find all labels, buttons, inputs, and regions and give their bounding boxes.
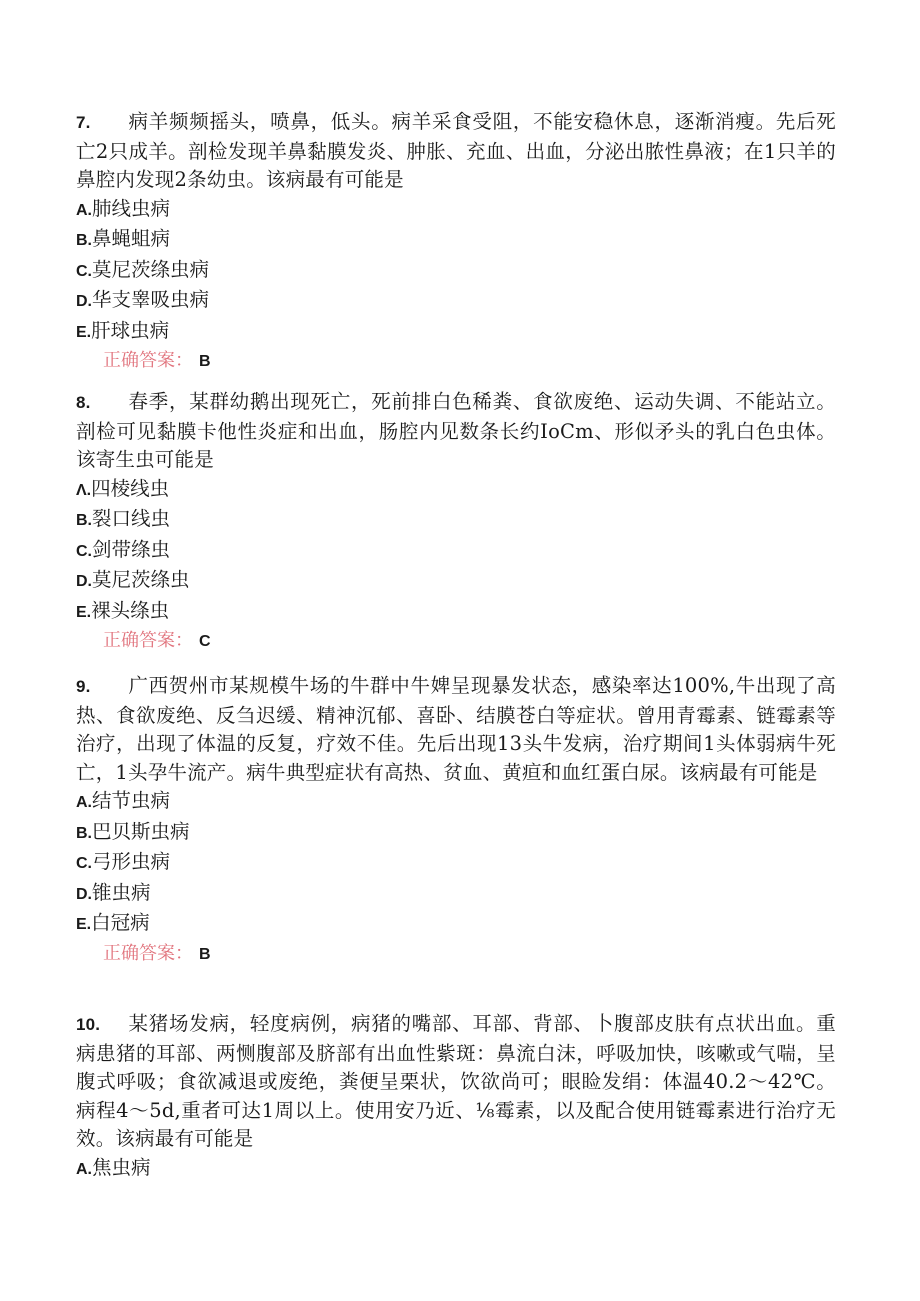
option-c: C.莫尼茨绦虫病 bbox=[76, 257, 210, 281]
answer-label: 正确答案： bbox=[103, 630, 193, 651]
question-text bbox=[76, 388, 836, 475]
question-number: 8. bbox=[76, 393, 91, 412]
answer-value: B bbox=[199, 353, 211, 370]
question-text bbox=[76, 672, 836, 787]
option-a: Λ.四棱线虫 bbox=[76, 476, 170, 500]
answer-value: B bbox=[199, 945, 211, 963]
question-10 bbox=[76, 1010, 836, 1184]
option-a: A.结节虫病 bbox=[76, 789, 171, 812]
option-d: D.莫尼茨绦虫 bbox=[76, 568, 190, 591]
question-body: 某猪场发病，轻度病例，病猪的嘴部、耳部、背部、卜腹部皮肤有点状出血。重病患猪的耳部、两恻腹部及脐部有出血性紫斑：鼻流白沫，呼吸加快，咳嗽或气喘，呈腹式呼吸；食欲减退或废绝，粪便呈栗状，饮欲尚可；眼睑发绢：体温40.2〜42℃。病程4〜5d,重者可达1周以上。使用安乃近、⅛霉素，以及配合使用链霉素进行治疗无效。该病最有可能是 bbox=[76, 1012, 836, 1150]
question-number: 9. bbox=[76, 677, 91, 696]
option-e: E.白冠病 bbox=[76, 911, 150, 934]
answer-label: 正确答案： bbox=[103, 942, 193, 964]
correct-answer bbox=[103, 940, 836, 970]
answer-value: C bbox=[199, 633, 211, 650]
option-a: A.肺线虫病 bbox=[76, 196, 171, 220]
option-d: D.华支睾吸虫病 bbox=[76, 288, 210, 311]
option-c: C.剑带绦虫 bbox=[76, 537, 171, 561]
correct-answer bbox=[103, 347, 836, 377]
question-body: 病羊频频摇头，喷鼻，低头。病羊采食受阻，不能安稳休息，逐渐消瘦。先后死亡2只成羊。剖检发现羊鼻黏膜发炎、肿胀、充血、出血，分泌出脓性鼻液；在1只羊的鼻腔内发现2条幼虫。该病最有可能是 bbox=[76, 110, 836, 191]
correct-answer bbox=[103, 627, 836, 657]
question-number: 10. bbox=[76, 1015, 101, 1034]
question-number: 7. bbox=[76, 113, 91, 132]
option-e: E.肝球虫病 bbox=[76, 318, 170, 342]
question-9 bbox=[76, 672, 836, 969]
option-d: D.锥虫病 bbox=[76, 880, 151, 904]
option-e: E.裸头绦虫 bbox=[76, 598, 170, 622]
option-b: B.裂口线虫 bbox=[76, 507, 171, 530]
option-c: C.弓形虫病 bbox=[76, 850, 171, 873]
answer-label: 正确答案： bbox=[103, 350, 193, 371]
question-body: 广西贺州市某规模牛场的牛群中牛婢呈现暴发状态，感染率达100%,牛出现了高热、食欲废绝、反刍迟缓、精神沉郁、喜卧、结膜苍白等症状。曾用青霉素、链霉素等治疗，出现了体温的反复，疗效不佳。先后出现13头牛发病，治疗期间1头体弱病牛死亡，1头孕牛流产。病牛典型症状有高热、贫血、黄疸和血红蛋白尿。该病最有可能是 bbox=[76, 674, 836, 784]
question-text bbox=[76, 108, 836, 195]
option-b: B.巴贝斯虫病 bbox=[76, 819, 190, 843]
question-8 bbox=[76, 388, 836, 657]
question-text bbox=[76, 1010, 836, 1154]
option-b: B.鼻蝇蛆病 bbox=[76, 227, 171, 250]
question-7 bbox=[76, 108, 836, 377]
question-body: 春季，某群幼鹅出现死亡，死前排白色稀粪、食欲废绝、运动失调、不能站立。剖检可见黏膜卡他性炎症和出血，肠腔内见数条长约IoCm、形似矛头的乳白色虫体。该寄生虫可能是 bbox=[76, 390, 836, 471]
option-a: A.焦虫病 bbox=[76, 1155, 151, 1179]
